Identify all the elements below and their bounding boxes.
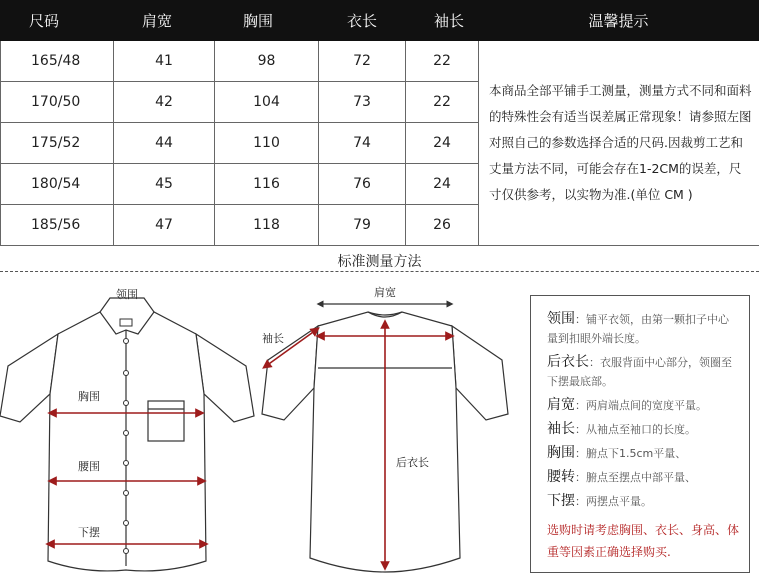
tips-text: 本商品全部平铺手工测量，测量方式不同和面料的特殊性会有适当误差属正常现象！请参照左图对照自己的参数选择合适的尺码.因裁剪工艺和丈量方法不同，可能会存在1-2CM的误差，尺寸仅供参考，以实物为准.(单位 CM ) — [479, 40, 759, 245]
legend-item: 下摆：两摆点平量。 — [547, 493, 652, 509]
cell-sleeve: 22 — [406, 40, 479, 81]
label-hem: 下摆 — [78, 526, 100, 539]
header-shoulder: 肩宽 — [114, 1, 215, 41]
legend-item: 胸围：腑点下1.5cm平量、 — [547, 445, 687, 461]
cell-shoulder: 41 — [114, 40, 215, 81]
header-tips: 温馨提示 — [479, 1, 759, 41]
cell-size: 165/48 — [1, 40, 114, 81]
cell-size: 170/50 — [1, 81, 114, 122]
label-back-length: 后衣长 — [396, 456, 429, 469]
header-length: 衣长 — [319, 1, 406, 41]
cell-length: 74 — [319, 122, 406, 163]
cell-shoulder: 47 — [114, 204, 215, 245]
cell-chest: 104 — [215, 81, 319, 122]
cell-sleeve: 22 — [406, 81, 479, 122]
cell-shoulder: 45 — [114, 163, 215, 204]
cell-sleeve: 26 — [406, 204, 479, 245]
back-right-sleeve — [452, 326, 508, 420]
label-waist: 腰围 — [78, 460, 100, 473]
cell-length: 73 — [319, 81, 406, 122]
measurement-legend — [530, 295, 750, 573]
header-sleeve: 袖长 — [406, 1, 479, 41]
cell-sleeve: 24 — [406, 163, 479, 204]
cell-chest: 116 — [215, 163, 319, 204]
label-chest: 胸围 — [78, 390, 100, 403]
legend-item: 肩宽：两肩端点间的宽度平量。 — [547, 397, 707, 413]
header-chest: 胸围 — [215, 1, 319, 41]
cell-size: 185/56 — [1, 204, 114, 245]
label-sleeve: 袖长 — [262, 332, 284, 345]
cell-chest: 98 — [215, 40, 319, 81]
front-pocket — [148, 401, 184, 441]
label-shoulder: 肩宽 — [374, 286, 396, 299]
cell-length: 79 — [319, 204, 406, 245]
header-size: 尺码 — [1, 1, 114, 41]
size-table — [0, 0, 759, 246]
legend-item: 后衣长：衣服背面中心部分，领圈至下摆最底部。 — [547, 354, 732, 388]
table-row — [1, 40, 759, 81]
legend-item: 领围：铺平衣领，由第一颗扣子中心量到扣眼外端长度。 — [547, 311, 729, 345]
cell-sleeve: 24 — [406, 122, 479, 163]
section-title: 标准测量方法 — [337, 254, 422, 270]
cell-chest: 110 — [215, 122, 319, 163]
legend-item: 袖长：从袖点至袖口的长度。 — [547, 421, 696, 437]
legend-item: 腰转：腑点至摆点中部平量、 — [547, 469, 696, 485]
cell-shoulder: 42 — [114, 81, 215, 122]
cell-shoulder: 44 — [114, 122, 215, 163]
section-divider — [0, 271, 759, 272]
cell-length: 76 — [319, 163, 406, 204]
cell-size: 175/52 — [1, 122, 114, 163]
table-header-row — [1, 1, 759, 41]
measurement-diagram — [0, 276, 530, 576]
cell-chest: 118 — [215, 204, 319, 245]
cell-size: 180/54 — [1, 163, 114, 204]
label-collar: 领围 — [116, 288, 138, 301]
legend-note: 选购时请考虑胸围、衣长、身高、体重等因素正确选择购买. — [547, 523, 740, 559]
cell-length: 72 — [319, 40, 406, 81]
